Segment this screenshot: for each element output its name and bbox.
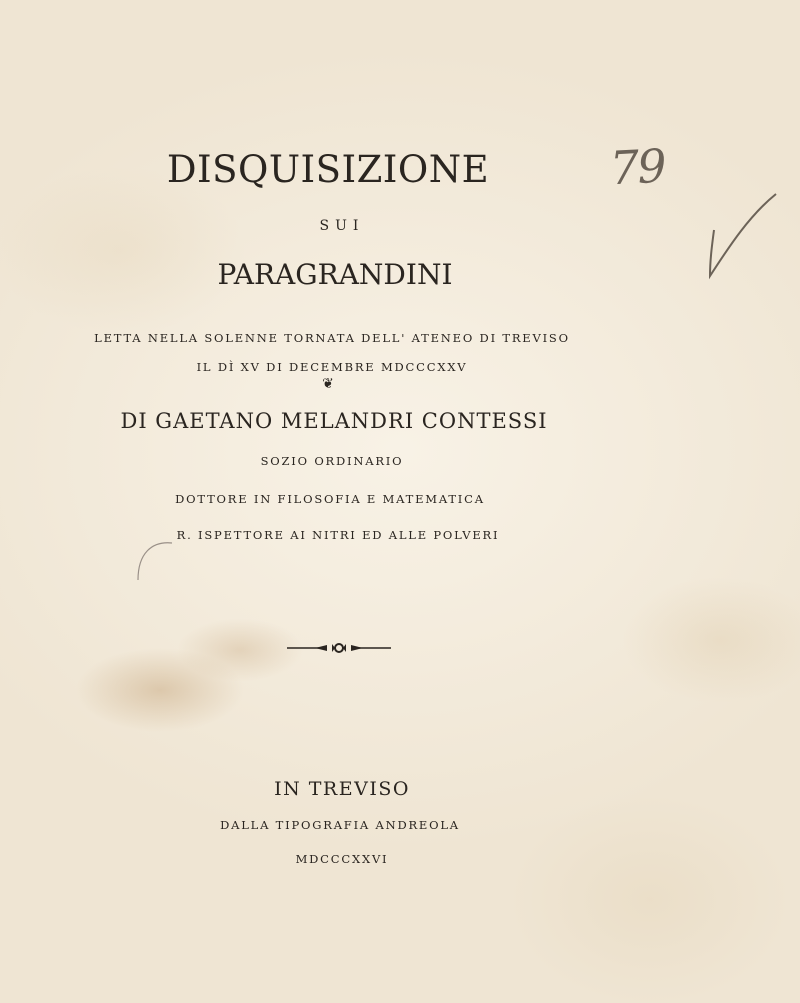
credential-line: DOTTORE IN FILOSOFIA E MATEMATICA bbox=[175, 492, 485, 506]
reading-line: LETTA NELLA SOLENNE TORNATA DELL' ATENEO DI TREVISO bbox=[94, 331, 570, 345]
handwritten-number: 79 bbox=[608, 138, 666, 196]
author-line: DI GAETANO MELANDRI CONTESSI bbox=[120, 409, 548, 433]
book-title: DISQUISIZIONE bbox=[166, 148, 490, 191]
pencil-mark-icon bbox=[132, 535, 192, 585]
imprint-place: IN TREVISO bbox=[274, 778, 410, 800]
checkmark-icon bbox=[700, 190, 780, 280]
imprint-year: MDCCCXXVI bbox=[295, 852, 389, 866]
date-line: IL DÌ XV DI DECEMBRE MDCCCXXV bbox=[196, 360, 468, 374]
imprint-printer: DALLA TIPOGRAFIA ANDREOLA bbox=[220, 818, 460, 832]
credential-line: SOZIO ORDINARIO bbox=[260, 454, 404, 468]
title-connector: SUI bbox=[319, 218, 365, 234]
credential-line: R. ISPETTORE AI NITRI ED ALLE POLVERI bbox=[176, 528, 500, 542]
asterisk-ornament-icon: ❦ bbox=[322, 376, 334, 392]
ornament-rule-icon bbox=[287, 640, 391, 656]
book-subject: PARAGRANDINI bbox=[217, 258, 453, 291]
